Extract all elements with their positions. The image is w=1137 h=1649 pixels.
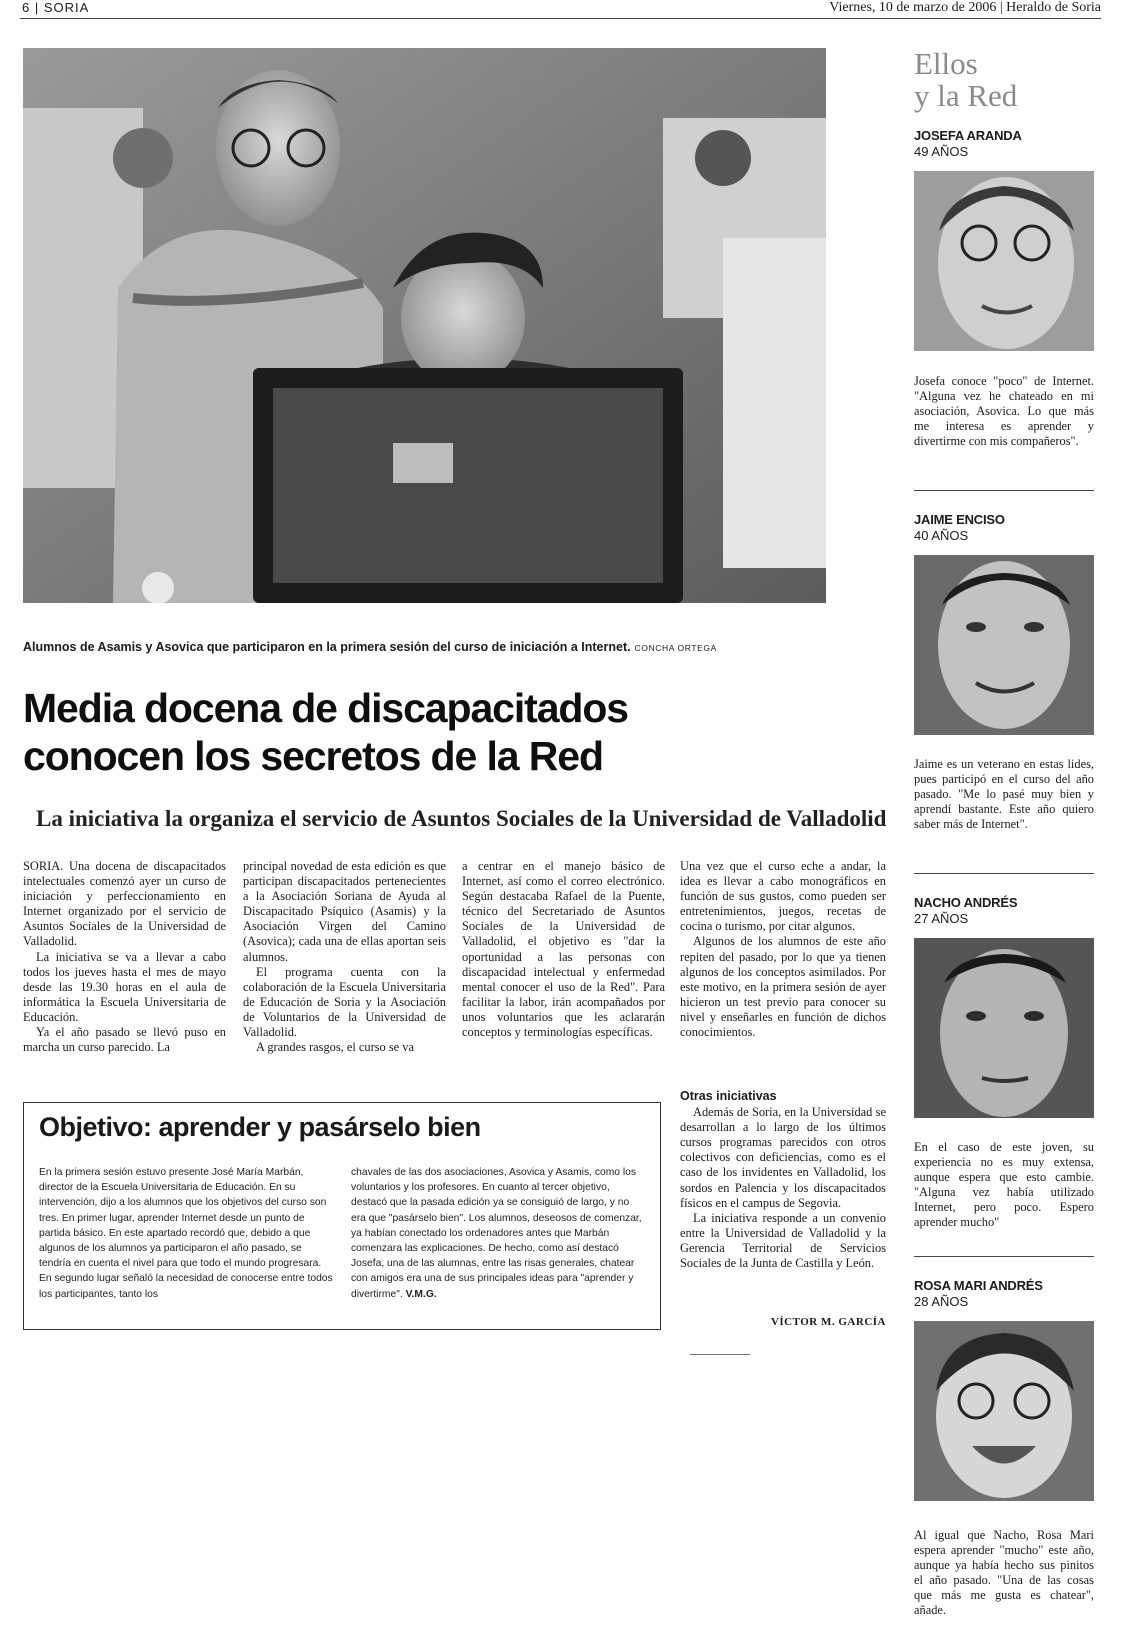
paragraph: SORIA. Una docena de discapacitados intelectuales comenzó ayer un curso de iniciación y perfeccionamiento en Internet organizado por el servicio de Asuntos Sociales de la Universidad de Valladolid. bbox=[23, 859, 226, 949]
person-photo bbox=[914, 1321, 1094, 1501]
person-photo bbox=[914, 938, 1094, 1118]
photo-credit: CONCHA ORTEGA bbox=[634, 643, 717, 653]
person-name: NACHO ANDRÉS bbox=[914, 895, 1018, 910]
person-quote: Al igual que Nacho, Rosa Mari espera aprender "mucho" este año, aunque ya había hecho sus pinitos el año pasado. "Una de las cosas que más me gusta es chatear", añade. bbox=[914, 1528, 1094, 1618]
boxout-paragraph bbox=[351, 1165, 646, 1302]
sidebar-divider bbox=[914, 1256, 1094, 1257]
boxout-paragraph: En la primera sesión estuvo presente José María Marbán, director de la Escuela Universitaria de Educación. En su intervención, dijo a los alumnos que los objetivos del curso son tres. En primer lugar, aprender Internet desde un punto de partida básico. En este apartado recordó que, debido a que algunos de los alumnos ya participaron el año pasado, se tendría en cuenta el nivel para que todo el mundo progresara. En segundo lugar señaló la necesidad de conocerse entre todos los participantes, tanto los bbox=[39, 1167, 333, 1300]
paragraph: Una vez que el curso eche a andar, la idea es llevar a cabo monográficos en función de sus gustos, como pueden ser entretenimientos, juegos, recetas de cocina o turismo, por citar algunos. bbox=[680, 859, 886, 934]
boxout-column-1 bbox=[39, 1165, 334, 1302]
paragraph: Ya el año pasado se llevó puso en marcha un curso parecido. La bbox=[23, 1025, 226, 1055]
paragraph: La iniciativa responde a un convenio entre la Universidad de Valladolid y la Gerencia Territorial de Servicios Sociales de la Junta de Castilla y León. bbox=[680, 1210, 886, 1271]
person-age: 49 AÑOS bbox=[914, 144, 969, 159]
section-subtitle: Otras iniciativas bbox=[680, 1089, 777, 1103]
sidebar-title-line-2: y la Red bbox=[914, 78, 1018, 113]
person-quote: Josefa conoce "poco" de Internet. "Alguna vez he chateado en mi asociación, Asovica. Lo que más me interesa es aprender y divertirme con mis compañeros". bbox=[914, 374, 1094, 449]
paragraph: Algunos de los alumnos de este año repiten del pasado, por lo que ya tienen algunos de los conceptos asimilados. Por este motivo, en la primera sesión de ayer hicieron un test previo para conocer su nivel y enseñarles en función de dichos conocimientos. bbox=[680, 934, 886, 1040]
person-quote: Jaime es un veterano en estas lides, pues participó en el curso del año pasado. "Me lo pasé muy bien y aprendí bastante. Este año quiero saber más de Internet". bbox=[914, 757, 1094, 832]
sidebar-title-line-1: Ellos bbox=[914, 46, 978, 81]
paragraph: principal novedad de esta edición es que participan discapacitados pertenecientes a la Asociación Soriana de Ayuda al Discapacitado Psíquico (Asamis) y la Asociación Virgen del Camino (Asovica); cada una de ellas aportan seis alumnos. bbox=[243, 859, 446, 964]
person-age: 27 AÑOS bbox=[914, 911, 969, 926]
photo-caption bbox=[23, 640, 717, 654]
article-column-4 bbox=[680, 859, 886, 1040]
article-column-3 bbox=[462, 859, 665, 1040]
headline-line-1: Media docena de discapacitados bbox=[23, 685, 628, 731]
main-photo bbox=[23, 48, 826, 603]
person-age: 28 AÑOS bbox=[914, 1294, 969, 1309]
paragraph: A grandes rasgos, el curso se va bbox=[256, 1040, 414, 1055]
paragraph: a centrar en el manejo básico de Internet, así como el correo electrónico. Según destacaba Rafael de la Puente, técnico del Secretariado de Asuntos Sociales de la Universidad de Valladolid, el objetivo es "dar la oportunidad a las personas con discapacidad intelectual y enfermedad mental conocer el uso de la Red". Para facilitar la labor, irán acompañados por unos voluntarios que les aclararán conceptos y terminologías específicas. bbox=[462, 859, 665, 1040]
page-folio: 6 | SORIA bbox=[22, 0, 90, 15]
paragraph: La iniciativa se va a llevar a cabo todos los jueves hasta el mes de mayo desde las 19.30 horas en el aula de informática la Escuela Universitaria de Educación. bbox=[23, 949, 226, 1024]
person-quote: En el caso de este joven, su experiencia no es muy extensa, aunque espera que esto cambie. "Alguna vez había utilizado Internet, pero poco. Espero aprender mucho" bbox=[914, 1140, 1094, 1230]
article-subhead: La iniciativa la organiza el servicio de Asuntos Sociales de la Universidad de Valladolid bbox=[36, 806, 887, 831]
end-rule bbox=[690, 1354, 750, 1355]
paragraph: Además de Soria, en la Universidad se desarrollan a lo largo de los últimos cursos programas parecidos con otros colectivos con deficiencias, como es el caso de los invidentes en Valladolid, los sordos en Palencia y los discapacitados físicos en el campus de Segovia. bbox=[680, 1105, 886, 1210]
person-name: ROSA MARI ANDRÉS bbox=[914, 1278, 1043, 1293]
boxout-column-2 bbox=[351, 1165, 646, 1302]
person-name: JOSEFA ARANDA bbox=[914, 128, 1022, 143]
person-name: JAIME ENCISO bbox=[914, 512, 1005, 527]
boxout-title: Objetivo: aprender y pasárselo bien bbox=[39, 1112, 481, 1142]
sidebar-divider bbox=[914, 490, 1094, 491]
header-rule bbox=[20, 18, 1101, 19]
article-headline bbox=[23, 684, 743, 780]
article-column-2 bbox=[243, 859, 446, 1055]
article-byline: VÍCTOR M. GARCÍA bbox=[770, 1316, 886, 1328]
person-age: 40 AÑOS bbox=[914, 528, 969, 543]
boxout-text: chavales de las dos asociaciones, Asovica y Asamis, como los voluntarios y los profesores. En cuanto al tercer objetivo, destacó que la pasada edición ya se consiguió de largo, y no era que "pasárselo bien". Los alumnos, deseosos de comenzar, ya habían conectado los ordenadores antes que Marbán comenzara las explicaciones. De hecho, como así destacó Josefa, una de las alumnas, entre las risas generales, chatear con amigos era una de sus principales ideas para "aprender y divertirme". bbox=[351, 1167, 642, 1300]
caption-text: Alumnos de Asamis y Asovica que participaron en la primera sesión del curso de iniciación a Internet. bbox=[23, 640, 631, 654]
paragraph: El programa cuenta con la colaboración de la Escuela Universitaria de Educación de Soria y la Asociación de Voluntarios de la Universidad de Valladolid. bbox=[243, 964, 446, 1040]
headline-line-2: conocen los secretos de la Red bbox=[23, 733, 603, 779]
article-column-5 bbox=[680, 1089, 886, 1271]
boxout-signature: V.M.G. bbox=[405, 1288, 437, 1300]
person-photo bbox=[914, 171, 1094, 351]
page-dateline: Viernes, 10 de marzo de 2006 | Heraldo de Soria bbox=[829, 0, 1101, 15]
sidebar-title bbox=[914, 48, 1017, 112]
sidebar-divider bbox=[914, 873, 1094, 874]
article-column-1 bbox=[23, 859, 226, 1055]
person-photo bbox=[914, 555, 1094, 735]
